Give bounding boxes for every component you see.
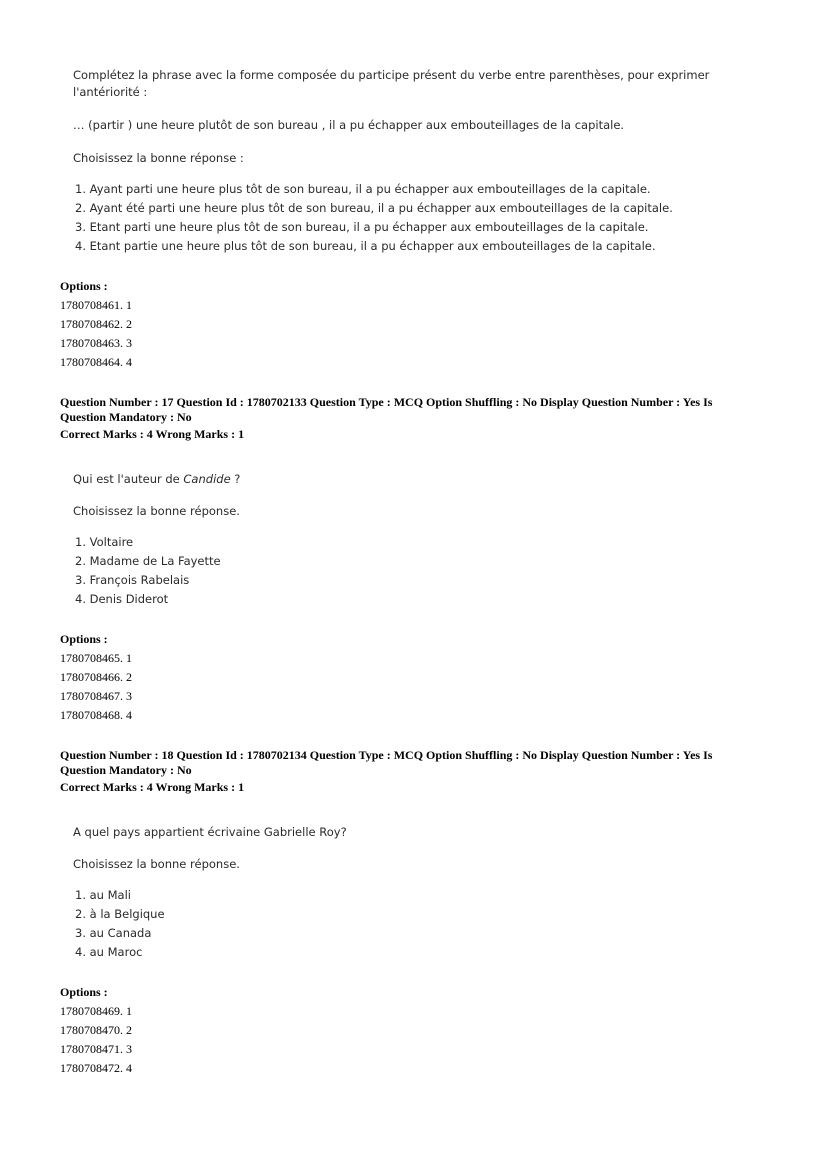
q16-option-1: 1780708461. 1	[60, 298, 132, 312]
q17-question-prefix: Qui est l'auteur de	[73, 472, 184, 486]
q18-marks: Correct Marks : 4 Wrong Marks : 1	[60, 780, 245, 794]
q16-choice-2: 2. Ayant été parti une heure plus tôt de son bureau, il a pu échapper aux embouteillages de la capitale.	[75, 201, 673, 215]
q17-choice-1: 1. Voltaire	[75, 535, 134, 549]
q16-choice-4: 4. Etant partie une heure plus tôt de son bureau, il a pu échapper aux embouteillages de la capitale.	[75, 239, 656, 253]
q16-choose-prompt: Choisissez la bonne réponse :	[73, 151, 244, 165]
q17-marks: Correct Marks : 4 Wrong Marks : 1	[60, 427, 245, 441]
q18-choice-2: 2. à la Belgique	[75, 907, 165, 921]
q16-sentence: … (partir ) une heure plutôt de son bureau , il a pu échapper aux embouteillages de la capitale.	[73, 118, 625, 132]
q17-choice-4: 4. Denis Diderot	[75, 592, 169, 606]
q17-choice-2: 2. Madame de La Fayette	[75, 554, 221, 568]
q18-choose-prompt: Choisissez la bonne réponse.	[73, 857, 240, 871]
q18-choice-1: 1. au Mali	[75, 888, 131, 902]
q18-meta: Question Number : 18 Question Id : 1780702134 Question Type : MCQ Option Shuffling : No Display Question Number : Yes Is Question Mandatory : No	[60, 748, 713, 777]
q18-question: A quel pays appartient écrivaine Gabrielle Roy?	[73, 825, 347, 839]
q18-option-2: 1780708470. 2	[60, 1023, 132, 1037]
q18-option-4: 1780708472. 4	[60, 1061, 132, 1075]
q16-choice-3: 3. Etant parti une heure plus tôt de son bureau, il a pu échapper aux embouteillages de la capitale.	[75, 220, 649, 234]
q17-question-title: Candide	[183, 472, 231, 486]
q17-option-4: 1780708468. 4	[60, 708, 132, 722]
q17-meta: Question Number : 17 Question Id : 1780702133 Question Type : MCQ Option Shuffling : No Display Question Number : Yes Is Question Mandatory : No	[60, 395, 713, 424]
q18-choice-4: 4. au Maroc	[75, 945, 143, 959]
q17-question-suffix: ?	[230, 472, 241, 486]
q16-options-label: Options :	[60, 279, 108, 293]
q18-option-1: 1780708469. 1	[60, 1004, 132, 1018]
q16-option-3: 1780708463. 3	[60, 336, 132, 350]
q18-options-label: Options :	[60, 985, 108, 999]
q16-choice-1: 1. Ayant parti une heure plus tôt de son bureau, il a pu échapper aux embouteillages de la capitale.	[75, 182, 651, 196]
q16-option-4: 1780708464. 4	[60, 355, 132, 369]
q18-option-3: 1780708471. 3	[60, 1042, 132, 1056]
q17-option-1: 1780708465. 1	[60, 651, 132, 665]
q16-option-2: 1780708462. 2	[60, 317, 132, 331]
q17-choice-3: 3. François Rabelais	[75, 573, 190, 587]
q17-option-2: 1780708466. 2	[60, 670, 132, 684]
q17-options-label: Options :	[60, 632, 108, 646]
q16-instruction: Complétez la phrase avec la forme composée du participe présent du verbe entre parenthèses, pour exprimer l'antériorité :	[73, 68, 710, 99]
q18-choice-3: 3. au Canada	[75, 926, 152, 940]
q17-question	[73, 472, 240, 486]
q17-choose-prompt: Choisissez la bonne réponse.	[73, 504, 240, 518]
q17-option-3: 1780708467. 3	[60, 689, 132, 703]
